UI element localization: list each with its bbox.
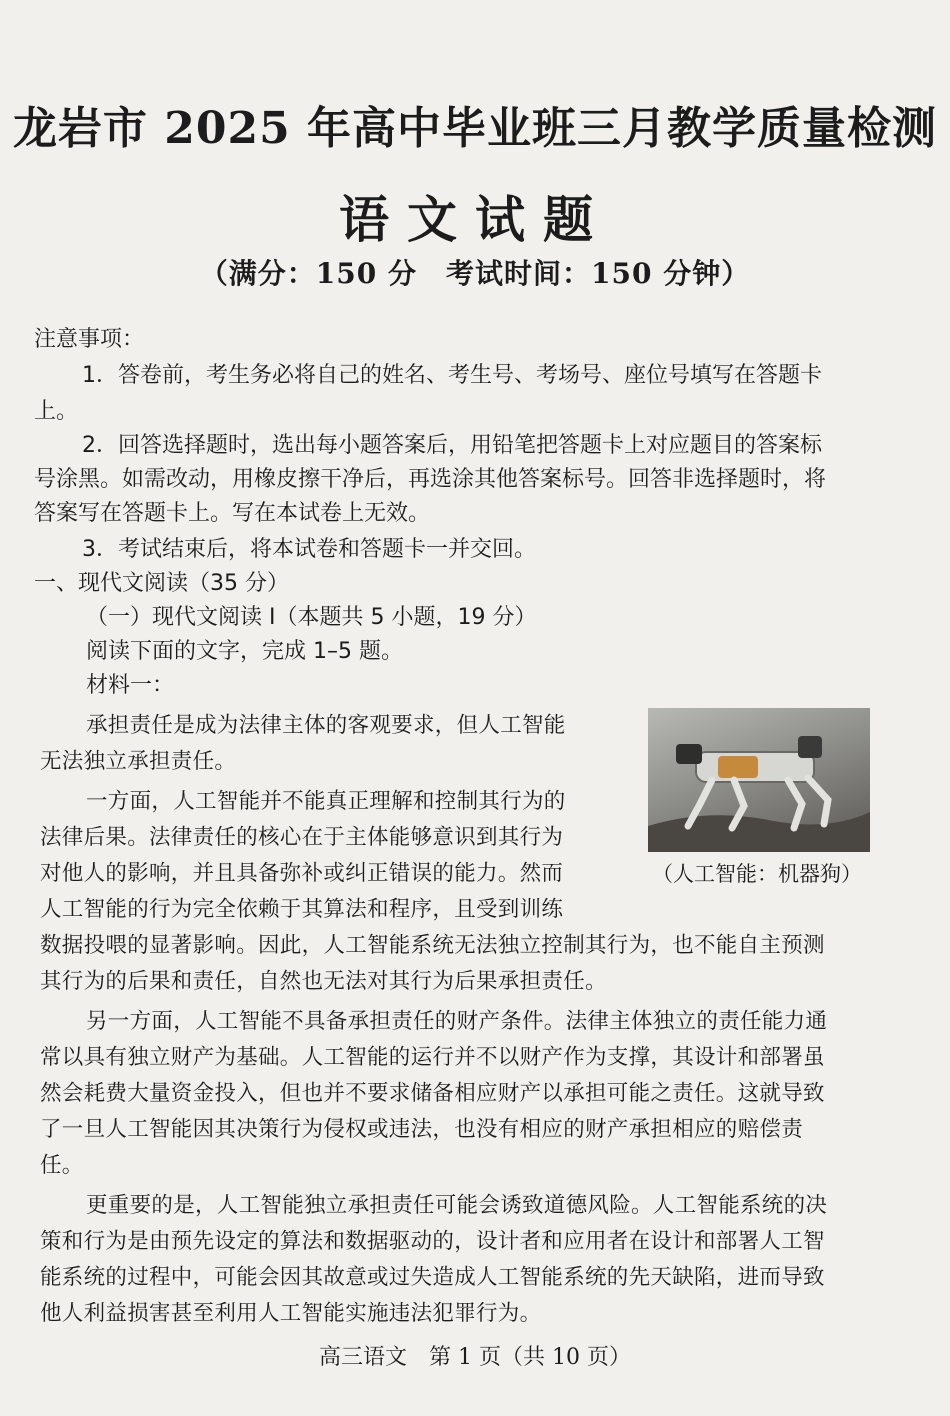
passage-line: 法律后果。法律责任的核心在于主体能够意识到其行为 — [40, 825, 564, 850]
notice-heading: 注意事项： — [34, 327, 145, 352]
passage-line: 了一旦人工智能因其决策行为侵权或违法，也没有相应的财产承担相应的赔偿责 — [40, 1117, 804, 1142]
notice-line: 答案写在答题卡上。写在本试卷上无效。 — [34, 501, 431, 526]
notice-line: 2．回答选择题时，选出每小题答案后，用铅笔把答题卡上对应题目的答案标 — [82, 433, 822, 458]
passage-line: 更重要的是，人工智能独立承担责任可能会诱致道德风险。人工智能系统的决 — [86, 1193, 828, 1218]
notice-line: 3．考试结束后，将本试卷和答题卡一并交回。 — [82, 537, 536, 562]
robot-dog-icon — [648, 708, 870, 852]
notice-line: 1．答卷前，考生务必将自己的姓名、考生号、考场号、座位号填写在答题卡 — [82, 363, 822, 388]
passage-line: 其行为的后果和责任，自然也无法对其行为后果承担责任。 — [40, 969, 607, 994]
passage-line: 承担责任是成为法律主体的客观要求，但人工智能 — [86, 713, 566, 738]
exam-meta: （满分：150 分 考试时间：150 分钟） — [199, 257, 751, 290]
passage-line: 人工智能的行为完全依赖于其算法和程序，且受到训练 — [40, 897, 564, 922]
passage-line: 能系统的过程中，可能会因其故意或过失造成人工智能系统的先天缺陷，进而导致 — [40, 1265, 825, 1290]
passage-line: 数据投喂的显著影响。因此，人工智能系统无法独立控制其行为，也不能自主预测 — [40, 933, 825, 958]
material-label: 材料一： — [86, 673, 175, 698]
passage-line: 任。 — [40, 1153, 84, 1178]
reading-instruction: 阅读下面的文字，完成 1–5 题。 — [86, 639, 403, 664]
passage-line: 另一方面，人工智能不具备承担责任的财产条件。法律主体独立的责任能力通 — [86, 1009, 828, 1034]
passage-line: 无法独立承担责任。 — [40, 749, 237, 774]
passage-line: 他人利益损害甚至利用人工智能实施违法犯罪行为。 — [40, 1301, 542, 1326]
passage-line: 常以具有独立财产为基础。人工智能的运行并不以财产作为支撑，其设计和部署虽 — [40, 1045, 825, 1070]
notice-line: 上。 — [34, 399, 79, 424]
robot-dog-image — [648, 708, 870, 852]
section-heading: 一、现代文阅读（35 分） — [34, 571, 289, 596]
passage-line: 对他人的影响，并且具备弥补或纠正错误的能力。然而 — [40, 861, 564, 886]
image-caption: （人工智能：机器狗） — [652, 862, 862, 886]
exam-title: 龙岩市 2025 年高中毕业班三月教学质量检测 — [12, 103, 938, 154]
passage-line: 策和行为是由预先设定的算法和数据驱动的，设计者和应用者在设计和部署人工智 — [40, 1229, 825, 1254]
subsection-heading: （一）现代文阅读 I（本题共 5 小题，19 分） — [86, 605, 537, 630]
passage-line: 然会耗费大量资金投入，但也并不要求储备相应财产以承担可能之责任。这就导致 — [40, 1081, 825, 1106]
subject-title: 语文试题 — [339, 190, 611, 249]
notice-line: 号涂黑。如需改动，用橡皮擦干净后，再选涂其他答案标号。回答非选择题时，将 — [34, 467, 827, 492]
passage-line: 一方面，人工智能并不能真正理解和控制其行为的 — [86, 789, 566, 814]
page-footer: 高三语文 第 1 页（共 10 页） — [319, 1345, 631, 1370]
